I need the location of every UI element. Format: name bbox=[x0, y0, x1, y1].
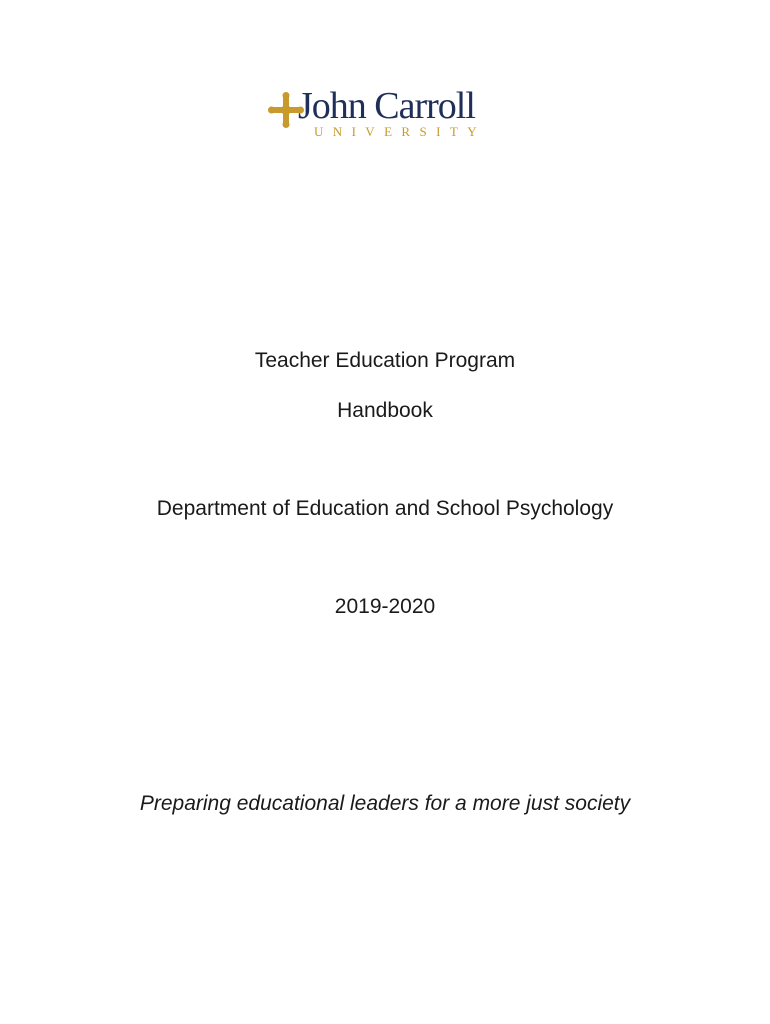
logo-name: John Carroll bbox=[298, 85, 475, 127]
document-subtitle: Handbook bbox=[337, 399, 433, 422]
university-logo bbox=[268, 85, 488, 144]
academic-year: 2019-2020 bbox=[334, 595, 436, 618]
motto: Preparing educational leaders for a more just society bbox=[139, 792, 631, 815]
document-title: Teacher Education Program bbox=[254, 349, 516, 372]
department-name: Department of Education and School Psychology bbox=[156, 497, 614, 520]
logo-university: UNIVERSITY bbox=[314, 124, 486, 139]
